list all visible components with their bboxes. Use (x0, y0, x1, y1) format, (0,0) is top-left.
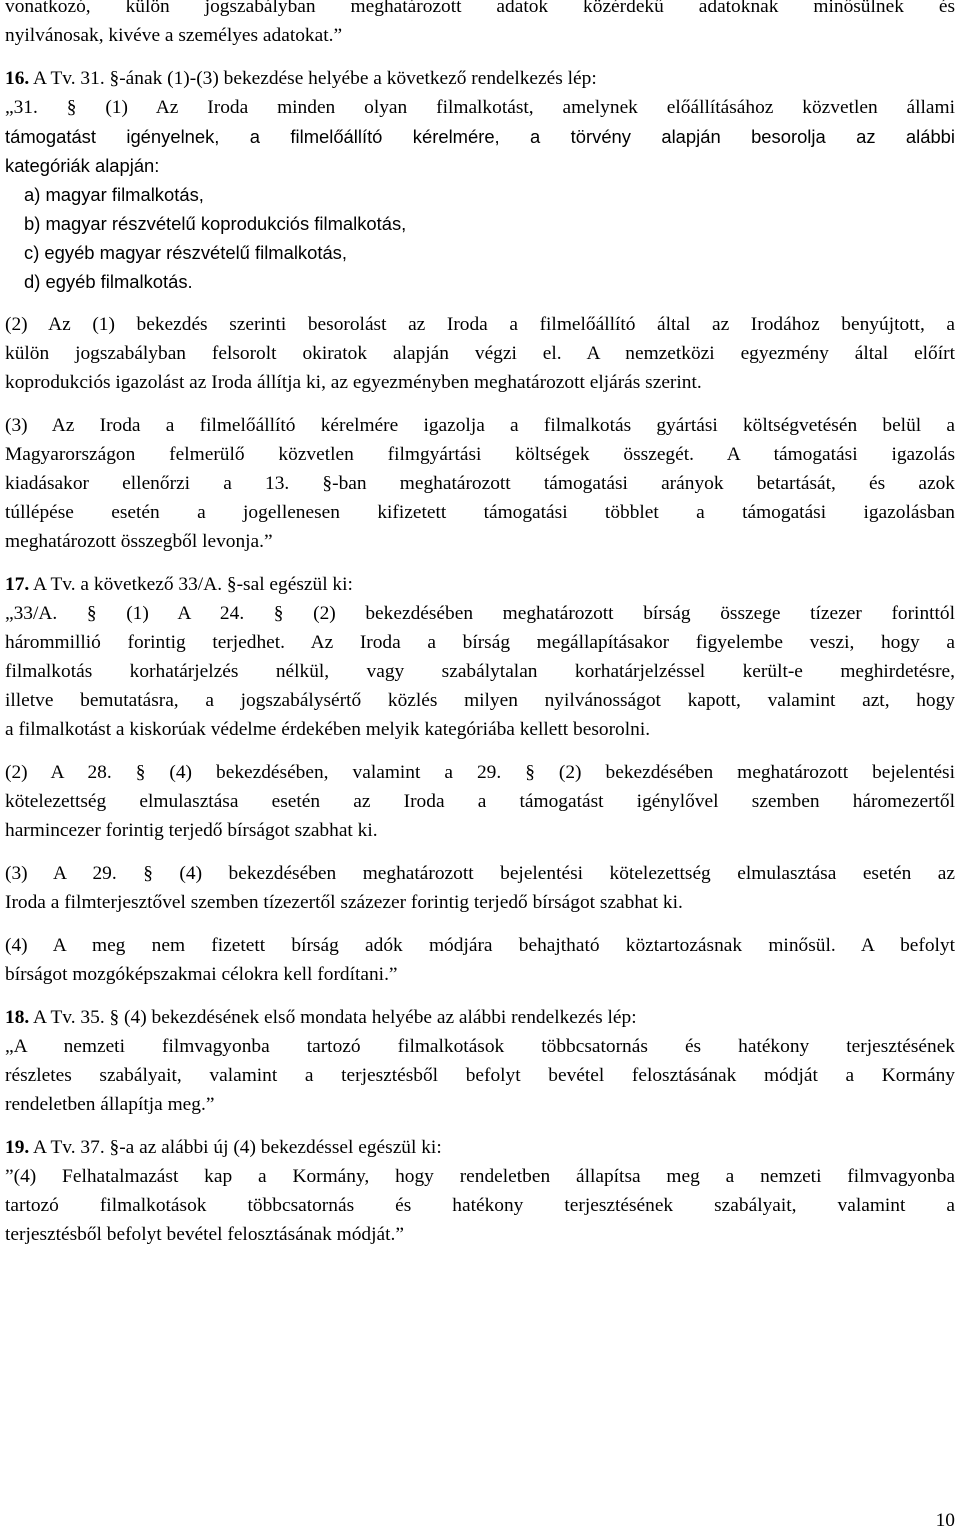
text-line-content (5, 531, 273, 552)
paragraph-gap (5, 845, 955, 859)
line-text: (2) Az (1) bekezdés szerinti besorolást az Iroda a filmelőállító által az Irodához benyújtott, a (5, 314, 955, 335)
line-text: a filmalkotást a kiskorúak védelme érdekében melyik kategóriába kellett besorolni. (5, 719, 651, 740)
text-line-content (5, 820, 378, 841)
text-line (5, 931, 955, 960)
text-line (5, 787, 955, 816)
text-line (5, 151, 955, 180)
text-line (5, 1162, 955, 1191)
text-line (5, 469, 955, 498)
line-text: „31. § (1) Az Iroda minden olyan filmalkotást, amelynek előállításához közvetlen állami (5, 97, 955, 118)
line-text: ”(4) Felhatalmazást kap a Kormány, hogy rendeletben állapítsa meg a nemzeti filmvagyonba (5, 1166, 955, 1187)
line-text: A Tv. a következő 33/A. §-sal egészül ki: (29, 574, 353, 595)
text-line (5, 628, 955, 657)
text-line (5, 64, 955, 93)
section-number: 17. (5, 574, 30, 595)
paragraph-gap (5, 1119, 955, 1133)
text-line (5, 1061, 955, 1090)
text-line (5, 527, 955, 556)
text-line (5, 122, 955, 151)
text-line-content (5, 339, 955, 368)
paragraph-gap (5, 296, 955, 310)
line-text: támogatást igényelnek, a filmelőállító kérelmére, a törvény alapján besorolja az alábbi (5, 126, 955, 147)
text-line (5, 440, 955, 469)
line-text: illetve bemutatásra, a jogszabálysértő közlés milyen nyilvánosságot kapott, valamint azt, hogy (5, 690, 955, 711)
paragraph-gap (5, 397, 955, 411)
text-line-content (5, 628, 955, 657)
text-line (5, 411, 955, 440)
line-text: kötelezettség elmulasztása esetén az Iroda a támogatást igénylővel szemben háromezertől (5, 791, 955, 812)
text-line-content (5, 372, 702, 393)
line-text: terjesztésből befolyt bevétel felosztásának módját.” (5, 1224, 404, 1245)
page-number: 10 (935, 1510, 955, 1531)
line-text: kategóriák alapján: (5, 155, 160, 176)
text-line-content (5, 1191, 955, 1220)
text-line-content (5, 964, 398, 985)
paragraph-gap (5, 556, 955, 570)
text-line (5, 888, 955, 917)
text-line (5, 339, 955, 368)
document-page (5, 0, 955, 1249)
text-line (5, 1133, 955, 1162)
line-text: nyilvánosak, kivéve a személyes adatokat.” (5, 25, 343, 46)
line-text: a) magyar filmalkotás, (24, 184, 204, 205)
text-line-content (5, 1032, 955, 1061)
paragraph-gap (5, 744, 955, 758)
text-line-content (5, 93, 955, 122)
text-line-content (5, 440, 955, 469)
text-line-content (5, 498, 955, 527)
text-line (5, 0, 955, 21)
text-line (5, 267, 955, 296)
text-line-content (24, 213, 406, 234)
text-line (5, 1003, 955, 1032)
text-line-content (5, 787, 955, 816)
text-line (5, 1032, 955, 1061)
line-text: A Tv. 35. § (4) bekezdésének első mondata helyébe az alábbi rendelkezés lép: (29, 1007, 637, 1028)
text-line-content (5, 719, 650, 740)
text-line-content (5, 892, 683, 913)
paragraph-gap (5, 989, 955, 1003)
text-line (5, 686, 955, 715)
section-number: 19. (5, 1137, 30, 1158)
line-text: Magyarországon felmerülő közvetlen filmgyártási költségek összegét. A támogatási igazolás (5, 444, 955, 465)
text-line (5, 859, 955, 888)
text-line (5, 1191, 955, 1220)
text-line (5, 238, 955, 267)
line-text: harmincezer forintig terjedő bírságot szabhat ki. (5, 820, 378, 841)
text-line-content (5, 1007, 637, 1028)
line-text: A Tv. 37. §-a az alábbi új (4) bekezdéssel egészül ki: (29, 1137, 442, 1158)
line-text: kiadásakor ellenőrzi a 13. §-ban meghatározott támogatási arányok betartását, és azok (5, 473, 955, 494)
text-line (5, 715, 955, 744)
text-line (5, 1090, 955, 1119)
line-text: túllépése esetén a jogellenesen kifizetett támogatási többlet a támogatási igazolásban (5, 502, 955, 523)
section-number: 16. (5, 68, 30, 89)
text-line (5, 570, 955, 599)
text-line-content (5, 931, 955, 960)
line-text: bírságot mozgóképszakmai célokra kell fordítani.” (5, 964, 398, 985)
line-text: „A nemzeti filmvagyonba tartozó filmalkotások többcsatornás és hatékony terjesztésének (5, 1036, 955, 1057)
line-text: hárommillió forintig terjedhet. Az Iroda a bírság megállapításakor figyelembe veszi, hogy a (5, 632, 955, 653)
text-line (5, 310, 955, 339)
text-line (5, 368, 955, 397)
line-text: b) magyar részvételű koprodukciós filmalkotás, (24, 213, 407, 234)
text-line-content (5, 599, 955, 628)
text-line (5, 93, 955, 122)
text-line-content (5, 657, 955, 686)
text-line-content (5, 122, 955, 151)
text-line-content (5, 310, 955, 339)
text-line-content (5, 1061, 955, 1090)
line-text: A Tv. 31. §-ának (1)-(3) bekezdése helyébe a következő rendelkezés lép: (29, 68, 597, 89)
text-line (5, 599, 955, 628)
text-line (5, 960, 955, 989)
text-line (5, 816, 955, 845)
line-text: (3) Az Iroda a filmelőállító kérelmére igazolja a filmalkotás gyártási költségvetésén belül a (5, 415, 955, 436)
text-line-content (5, 469, 955, 498)
text-line-content (5, 1162, 955, 1191)
line-text: külön jogszabályban felsorolt okiratok alapján végzi el. A nemzetközi egyezmény által előírt (5, 343, 955, 364)
text-line-content (5, 155, 159, 176)
text-line-content (5, 758, 955, 787)
line-text: vonatkozó, külön jogszabályban meghatározott adatok közérdekű adatoknak minősülnek és (5, 0, 955, 17)
text-line (5, 209, 955, 238)
line-text: filmalkotás korhatárjelzés nélkül, vagy szabálytalan korhatárjelzéssel került-e meghirdetésre, (5, 661, 955, 682)
paragraph-gap (5, 50, 955, 64)
text-line-content (5, 0, 955, 21)
line-text: Iroda a filmterjesztővel szemben tízezertől százezer forintig terjedő bírságot szabhat ki. (5, 892, 683, 913)
text-line-content (5, 574, 353, 595)
text-line-content (24, 271, 193, 292)
text-line (5, 498, 955, 527)
text-line-content (5, 1094, 214, 1115)
text-line (5, 1220, 955, 1249)
section-number: 18. (5, 1007, 30, 1028)
line-text: (3) A 29. § (4) bekezdésében meghatározott bejelentési kötelezettség elmulasztása esetén az (5, 863, 955, 884)
text-line-content (24, 184, 204, 205)
text-line-content (5, 859, 955, 888)
line-text: d) egyéb filmalkotás. (24, 271, 193, 292)
line-text: részletes szabályait, valamint a terjesztésből befolyt bevétel felosztásának módját a Kormány (5, 1065, 955, 1086)
text-line-content (5, 1224, 404, 1245)
text-line-content (24, 242, 347, 263)
text-line-content (5, 686, 955, 715)
line-text: tartozó filmalkotások többcsatornás és hatékony terjesztésének szabályait, valamint a (5, 1195, 955, 1216)
text-line-content (5, 25, 342, 46)
text-line (5, 758, 955, 787)
line-text: rendeletben állapítja meg.” (5, 1094, 215, 1115)
line-text: (4) A meg nem fizetett bírság adók módjára behajtható köztartozásnak minősül. A befolyt (5, 935, 955, 956)
text-line-content (5, 411, 955, 440)
text-line-content (5, 68, 597, 89)
line-text: koprodukciós igazolást az Iroda állítja ki, az egyezményben meghatározott eljárás szerint. (5, 372, 702, 393)
text-line (5, 21, 955, 50)
line-text: „33/A. § (1) A 24. § (2) bekezdésében meghatározott bírság összege tízezer forinttól (5, 603, 955, 624)
line-text: meghatározott összegből levonja.” (5, 531, 273, 552)
text-line-content (5, 1137, 442, 1158)
line-text: (2) A 28. § (4) bekezdésében, valamint a 29. § (2) bekezdésében meghatározott bejelentési (5, 762, 955, 783)
text-line (5, 657, 955, 686)
text-line (5, 180, 955, 209)
paragraph-gap (5, 917, 955, 931)
line-text: c) egyéb magyar részvételű filmalkotás, (24, 242, 347, 263)
